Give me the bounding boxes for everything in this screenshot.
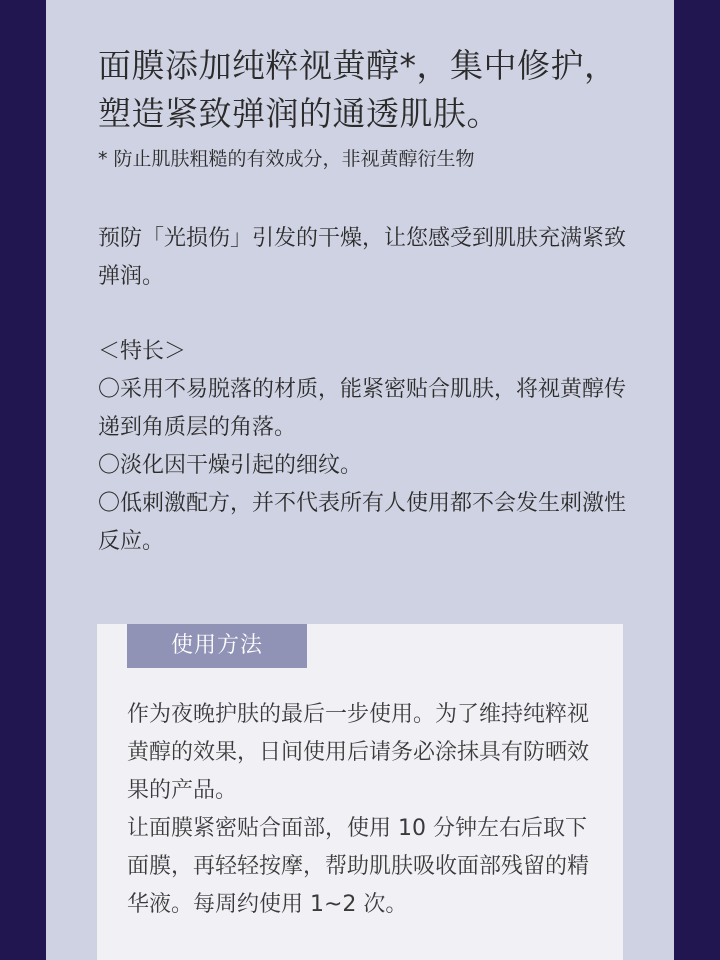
content-panel (46, 0, 674, 960)
headline-line-2: 塑造紧致弹润的通透肌肤。 (98, 94, 500, 133)
intro-paragraph: 预防「光损伤」引发的干燥，让您感受到肌肤充满紧致弹润。 (98, 226, 627, 289)
feature-item: 〇淡化因干燥引起的细纹。 (98, 453, 363, 478)
headline-line-1: 面膜添加纯粹视黄醇*，集中修护， (98, 46, 618, 85)
feature-item: 〇采用不易脱落的材质，能紧密贴合肌肤，将视黄醇传递到角质层的角落。 (98, 377, 627, 440)
usage-paragraph-1: 作为夜晚护肤的最后一步使用。为了维持纯粹视黄醇的效果，日间使用后请务必涂抹具有防晒效果的产品。 (127, 702, 590, 803)
feature-item: 〇低刺激配方，并不代表所有人使用都不会发生刺激性反应。 (98, 491, 627, 554)
usage-section (97, 624, 623, 960)
usage-text (127, 696, 607, 924)
footnote: * 防止肌肤粗糙的有效成分，非视黄醇衍生物 (98, 148, 475, 170)
features-title: ＜特长＞ (98, 339, 187, 364)
headline (98, 42, 618, 138)
usage-paragraph-2: 让面膜紧密贴合面部，使用 10 分钟左右后取下面膜，再轻轻按摩，帮助肌肤吸收面部残留的精华液。每周约使用 1~2 次。 (127, 816, 590, 917)
usage-tab-label: 使用方法 (127, 624, 307, 668)
